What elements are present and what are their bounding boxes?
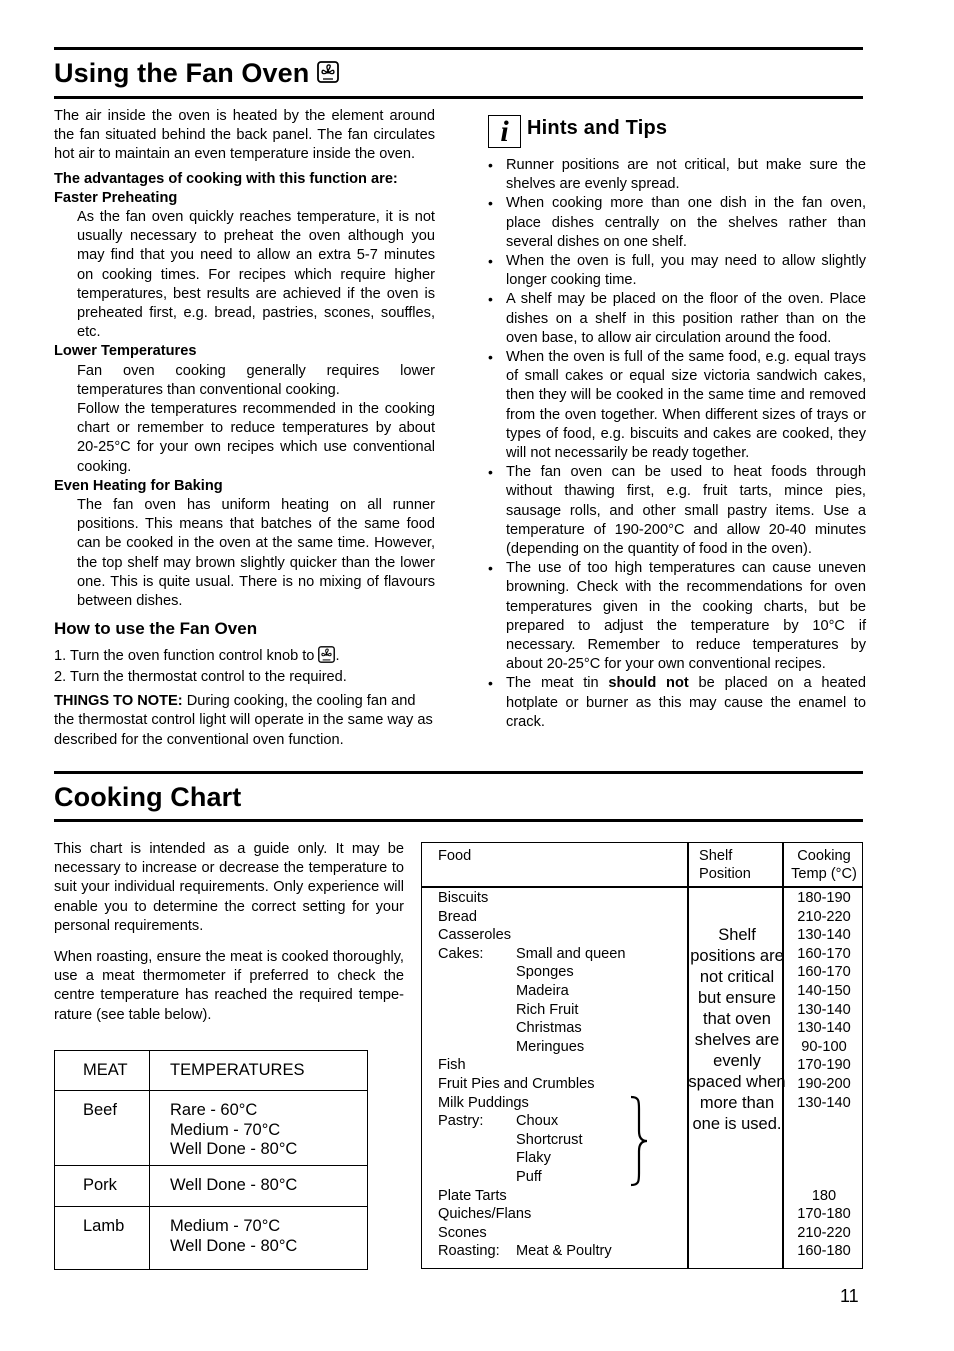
meat-temps: Well Done - 80°C [150,1166,368,1207]
food-row: Scones [438,1224,487,1241]
fan-icon [317,61,339,83]
hint-item: • The meat tin should not be placed on a heated hotplate or burner as this may cause the enamel to crack. [488,675,866,730]
food-row: Puff [516,1168,542,1185]
things-to-note: THINGS TO NOTE: During cooking, the cooling fan and the thermostat control light will operate in the same way as described for the conventional oven function. [54,693,433,748]
temp-value: 180-190 [797,890,851,906]
cooking-title-rule [54,819,863,822]
fan-oven-title: Using the Fan Oven [54,58,339,89]
title-rule [54,96,863,99]
table-row [55,1051,368,1091]
temp-value [784,1112,864,1131]
cooking-intro-2: When roasting, ensure the meat is cooked thoroughly, use a meat thermometer if preferred to check the centre temperature has reached the required tempe- rature (see table below). [54,949,404,1023]
food-row: Meringues [516,1038,585,1055]
faster-heading: Faster Preheating [54,189,178,206]
even-heading: Even Heating for Baking [54,477,223,494]
temp-value: 180 [811,1187,837,1204]
temperatures-header: TEMPERATURES [150,1051,368,1091]
table-row [55,1207,368,1270]
temp-value: 160-170 [797,964,851,981]
food-row: Shortcrust [516,1131,583,1148]
temp-value: 170-180 [797,1206,851,1223]
info-icon: i [488,115,521,148]
cooking-chart-title: Cooking Chart [54,782,242,812]
fan-intro: The air inside the oven is heated by the element around the fan situated behind the back panel. The fan circulates hot air to maintain an even temperature inside the oven. [54,108,435,163]
hint-item: • The use of too high temperatures can cause uneven browning. Check with the recommendations for oven temperatures given in the cooking charts, but be prepared to adjust the temperature by 10°C if necessary. Remember to reduce temperatures by about 20-25°C for your own conventional recipes. [488,560,866,673]
cooking-chart-table [421,842,863,1269]
hint-item: • Runner positions are not critical, but make sure the shelves are evenly spread. [488,157,866,193]
shelf-position-note: Shelf positions are not critical but ensure that oven shelves are evenly spaced when more than one is used. [688,926,786,1133]
food-row: Fish [438,1057,466,1074]
shelf-header: Shelf Position [699,848,751,882]
food-row: Bread [438,908,477,925]
hint-item: • When cooking more than one dish in the fan oven, place dishes centrally on the shelves rather than several dishes on one shelf. [488,195,866,250]
food-list [438,889,626,1261]
temp-value: 190-200 [797,1075,851,1092]
food-row: Plate Tarts [438,1187,507,1204]
lower-text-1: Fan oven cooking generally requires lower temperatures than conventional cooking. [77,362,435,398]
meat-temps: Medium - 70°C Well Done - 80°C [150,1207,368,1270]
temperature-list [784,889,864,1261]
meat-temps: Rare - 60°C Medium - 70°C Well Done - 80°C [150,1091,368,1166]
temp-value: 130-140 [797,1001,851,1018]
step-1: 1. Turn the oven function control knob to . [54,648,340,665]
even-text: The fan oven has uniform heating on all runner positions. This means that batches of the same food can be cooked in the oven at the same time. However, the top shelf may brown slightly quicker than the lower one. This is quite usual. There is no mixing of flavours between dishes. [77,497,435,610]
food-header: Food [438,848,472,864]
hints-title: Hints and Tips [527,117,668,139]
pastry-brace [627,1095,649,1187]
table-row [55,1166,368,1207]
hint-item: • When the oven is full, you may need to allow slightly longer cooking time. [488,253,866,289]
table-row [55,1091,368,1166]
lower-heading: Lower Temperatures [54,343,197,360]
cooking-top-rule [54,771,863,774]
temp-value [784,1168,864,1187]
steps-list [54,646,435,688]
food-row: Cakes: Small and queen [438,945,626,962]
food-row: Christmas [516,1020,582,1037]
fan-oven-text-column [54,107,435,750]
temp-value: 140-150 [797,982,851,999]
temp-value: 130-140 [797,1020,851,1037]
temp-value: 130-140 [797,1094,851,1111]
food-row: Pastry: Choux [438,1113,559,1130]
advantages-heading: The advantages of cooking with this function are: [54,170,398,187]
meat-name: Beef [55,1091,150,1166]
temp-value: 170-190 [797,1057,851,1074]
hints-header [488,115,866,148]
temp-value: 160-180 [797,1243,851,1260]
food-row: Quiches/Flans [438,1206,532,1223]
temp-value: 130-140 [797,927,851,944]
temp-header: Cooking Temp (°C) [791,848,857,882]
hint-item: • The fan oven can be used to heat foods through without thawing first, e.g. fruit tarts, mince pies, sausage rolls, and other small pastry items. Use a temperature of 190-200°C and allow 20-40 minutes (depending on the quantity of food in the oven). [488,464,866,558]
temp-value: 90-100 [801,1038,847,1055]
temp-value: 210-220 [797,1224,851,1241]
meat-header: MEAT [55,1051,150,1091]
food-row: Casseroles [438,927,511,944]
temp-value [784,1131,864,1150]
hints-list [488,156,866,732]
food-row: Milk Puddings [438,1094,529,1111]
food-row: Flaky [516,1150,551,1167]
food-row: Rich Fruit [516,1001,579,1018]
food-row: Roasting: Meat & Poultry [438,1243,612,1260]
how-to-title: How to use the Fan Oven [54,619,258,639]
top-rule [54,47,863,50]
header-divider [422,886,862,888]
meat-name: Lamb [55,1207,150,1270]
meat-name: Pork [55,1166,150,1207]
hint-item: • A shelf may be placed on the floor of the oven. Place dishes on a shelf in this position rather than on the oven base, to allow air circulation around the food. [488,291,866,346]
temp-value: 210-220 [797,908,851,925]
temp-value [784,1149,864,1168]
faster-text: As the fan oven quickly reaches temperature, it is not usually necessary to preheat the oven although you may find that you need to allow an extra 5-7 minutes on cooking times. For recipes which require higher temperatures, best results are achieved if the oven is preheated first, e.g. bread, pastries, scones, souffles, etc. [77,209,435,341]
hint-item: • When the oven is full of the same food, e.g. equal trays of small cakes or equal size victoria sandwich cakes, then they will be cooked in the same time and removed from the oven together. When different sizes of trays or types of food, e.g. biscuits and cakes are cooked, they will not necessarily be ready together. [488,349,866,462]
cooking-intro [54,840,404,1025]
hints-panel [488,115,866,732]
food-row: Sponges [516,964,574,981]
food-row: Fruit Pies and Crumbles [438,1075,595,1092]
meat-temperature-table [54,1050,368,1270]
fan-icon [318,646,335,663]
lower-text-2: Follow the temperatures recommended in the cooking chart or remember to reduce temperatures by about 20-25°C for your own recipes which use conventional cooking. [77,401,435,475]
cooking-intro-1: This chart is intended as a guide only. It may be necessary to increase or decrease the temperature to suit your individual requirements. Only experience will enable you to determine the correct setting for your personal requirements. [54,841,404,934]
step-2: 2. Turn the thermostat control to the required. [54,669,347,686]
food-row: Madeira [516,982,569,999]
temp-value: 160-170 [797,945,851,962]
page-number: 11 [840,1286,859,1306]
food-row: Biscuits [438,890,489,906]
